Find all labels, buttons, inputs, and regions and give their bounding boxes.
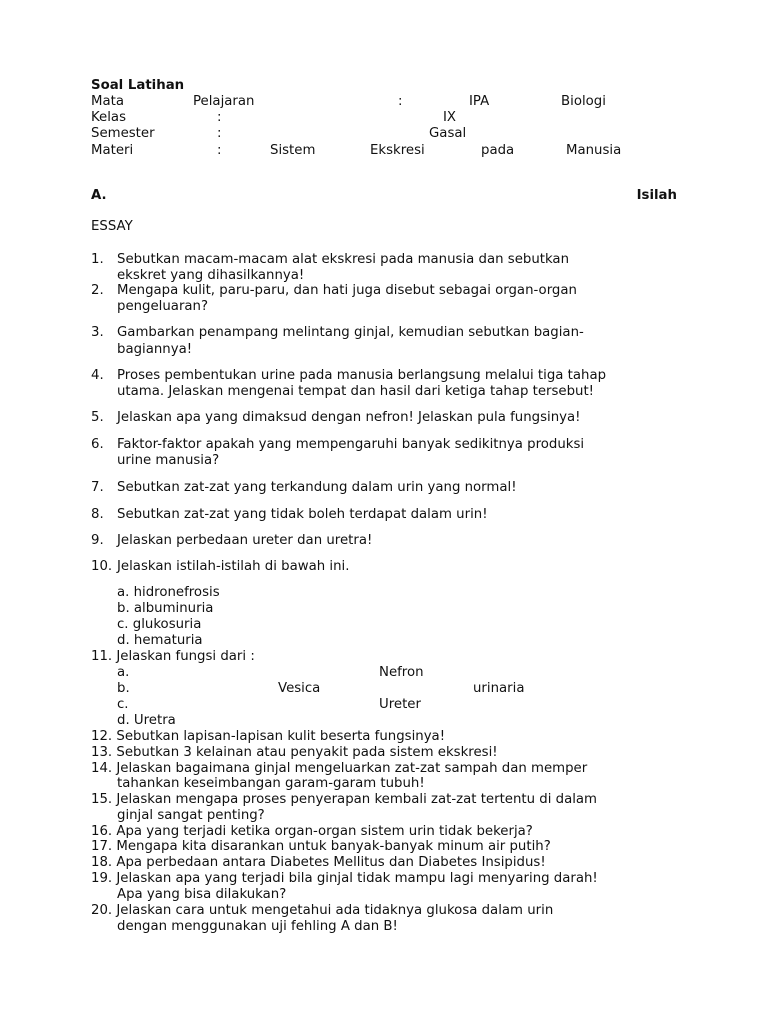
question-5-number: 5. xyxy=(91,410,104,425)
question-19-line-2: Apa yang bisa dilakukan? xyxy=(117,887,287,902)
question-12: 12. Sebutkan lapisan-lapisan kulit beserta fungsinya! xyxy=(91,729,446,744)
question-6-line-2: urine manusia? xyxy=(117,453,220,468)
question-1-line-2: ekskret yang dihasilkannya! xyxy=(117,268,305,283)
question-19-line-1: 19. Jelaskan apa yang terjadi bila ginjal tidak mampu lagi menyaring darah! xyxy=(91,871,598,886)
q11-sub-c-text: Ureter xyxy=(379,697,421,712)
q10-sub-a: a. hidronefrosis xyxy=(117,585,220,600)
q10-sub-b: b. albuminuria xyxy=(117,601,214,616)
kelas-value: IX xyxy=(443,110,457,125)
question-1-number: 1. xyxy=(91,252,104,267)
q10-sub-d: d. hematuria xyxy=(117,633,203,648)
document-title: Soal Latihan xyxy=(91,78,185,93)
question-14-line-2: tahankan keseimbangan garam-garam tubuh! xyxy=(117,776,425,791)
question-2-line-2: pengeluaran? xyxy=(117,299,209,314)
q10-sub-c: c. glukosuria xyxy=(117,617,202,632)
question-3-number: 3. xyxy=(91,325,104,340)
q11-sub-b-text-2: urinaria xyxy=(473,681,525,696)
question-3-line-1: Gambarkan penampang melintang ginjal, kemudian sebutkan bagian- xyxy=(117,325,584,340)
question-4-number: 4. xyxy=(91,368,104,383)
question-17: 17. Mengapa kita disarankan untuk banyak-banyak minum air putih? xyxy=(91,839,551,854)
question-15-line-1: 15. Jelaskan mengapa proses penyerapan kembali zat-zat tertentu di dalam xyxy=(91,792,598,807)
question-20-line-2: dengan menggunakan uji fehling A dan B! xyxy=(117,919,398,934)
question-2-line-1: Mengapa kulit, paru-paru, dan hati juga disebut sebagai organ-organ xyxy=(117,283,577,298)
question-8-line-1: Sebutkan zat-zat yang tidak boleh terdapat dalam urin! xyxy=(117,507,488,522)
ipa-value: IPA xyxy=(469,94,490,109)
question-6-line-1: Faktor-faktor apakah yang mempengaruhi banyak sedikitnya produksi xyxy=(117,437,585,452)
section-letter: A. xyxy=(91,188,107,203)
section-right: Isilah xyxy=(636,188,677,203)
semester-label: Semester xyxy=(91,126,155,141)
kelas-label: Kelas xyxy=(91,110,127,125)
question-16: 16. Apa yang terjadi ketika organ-organ sistem urin tidak bekerja? xyxy=(91,824,533,839)
question-7-line-1: Sebutkan zat-zat yang terkandung dalam urin yang normal! xyxy=(117,480,517,495)
mapel-colon: : xyxy=(398,94,403,109)
question-11: 11. Jelaskan fungsi dari : xyxy=(91,649,255,664)
question-1-line-1: Sebutkan macam-macam alat ekskresi pada manusia dan sebutkan xyxy=(117,252,569,267)
question-14-line-1: 14. Jelaskan bagaimana ginjal mengeluarkan zat-zat sampah dan memper xyxy=(91,761,588,776)
semester-value: Gasal xyxy=(429,126,467,141)
question-20-line-1: 20. Jelaskan cara untuk mengetahui ada tidaknya glukosa dalam urin xyxy=(91,903,554,918)
materi-word-4: Manusia xyxy=(566,143,622,158)
question-7-number: 7. xyxy=(91,480,104,495)
question-2-number: 2. xyxy=(91,283,104,298)
materi-colon: : xyxy=(217,143,222,158)
essay-heading: ESSAY xyxy=(91,219,133,234)
question-10-line-1: Jelaskan istilah-istilah di bawah ini. xyxy=(117,559,350,574)
q11-sub-c-letter: c. xyxy=(117,697,129,712)
question-3-line-2: bagiannya! xyxy=(117,342,193,357)
q11-sub-a-text: Nefron xyxy=(379,665,424,680)
question-6-number: 6. xyxy=(91,437,104,452)
biologi-value: Biologi xyxy=(561,94,606,109)
materi-word-2: Ekskresi xyxy=(370,143,425,158)
question-15-line-2: ginjal sangat penting? xyxy=(117,808,265,823)
question-13: 13. Sebutkan 3 kelainan atau penyakit pada sistem ekskresi! xyxy=(91,745,498,760)
question-18: 18. Apa perbedaan antara Diabetes Mellitus dan Diabetes Insipidus! xyxy=(91,855,546,870)
materi-label: Materi xyxy=(91,143,134,158)
question-4-line-1: Proses pembentukan urine pada manusia berlangsung melalui tiga tahap xyxy=(117,368,607,383)
question-8-number: 8. xyxy=(91,507,104,522)
question-9-number: 9. xyxy=(91,533,104,548)
kelas-colon: : xyxy=(217,110,222,125)
mata-label: Mata xyxy=(91,94,124,109)
semester-colon: : xyxy=(217,126,222,141)
question-4-line-2: utama. Jelaskan mengenai tempat dan hasil dari ketiga tahap tersebut! xyxy=(117,384,594,399)
pelajaran-label: Pelajaran xyxy=(193,94,255,109)
materi-word-3: pada xyxy=(481,143,515,158)
question-9-line-1: Jelaskan perbedaan ureter dan uretra! xyxy=(117,533,373,548)
q11-sub-b-letter: b. xyxy=(117,681,130,696)
q11-sub-b-text-1: Vesica xyxy=(278,681,321,696)
materi-word-1: Sistem xyxy=(270,143,316,158)
question-10-number: 10. xyxy=(91,559,113,574)
q11-sub-d: d. Uretra xyxy=(117,713,176,728)
q11-sub-a-letter: a. xyxy=(117,665,130,680)
question-5-line-1: Jelaskan apa yang dimaksud dengan nefron! Jelaskan pula fungsinya! xyxy=(117,410,581,425)
